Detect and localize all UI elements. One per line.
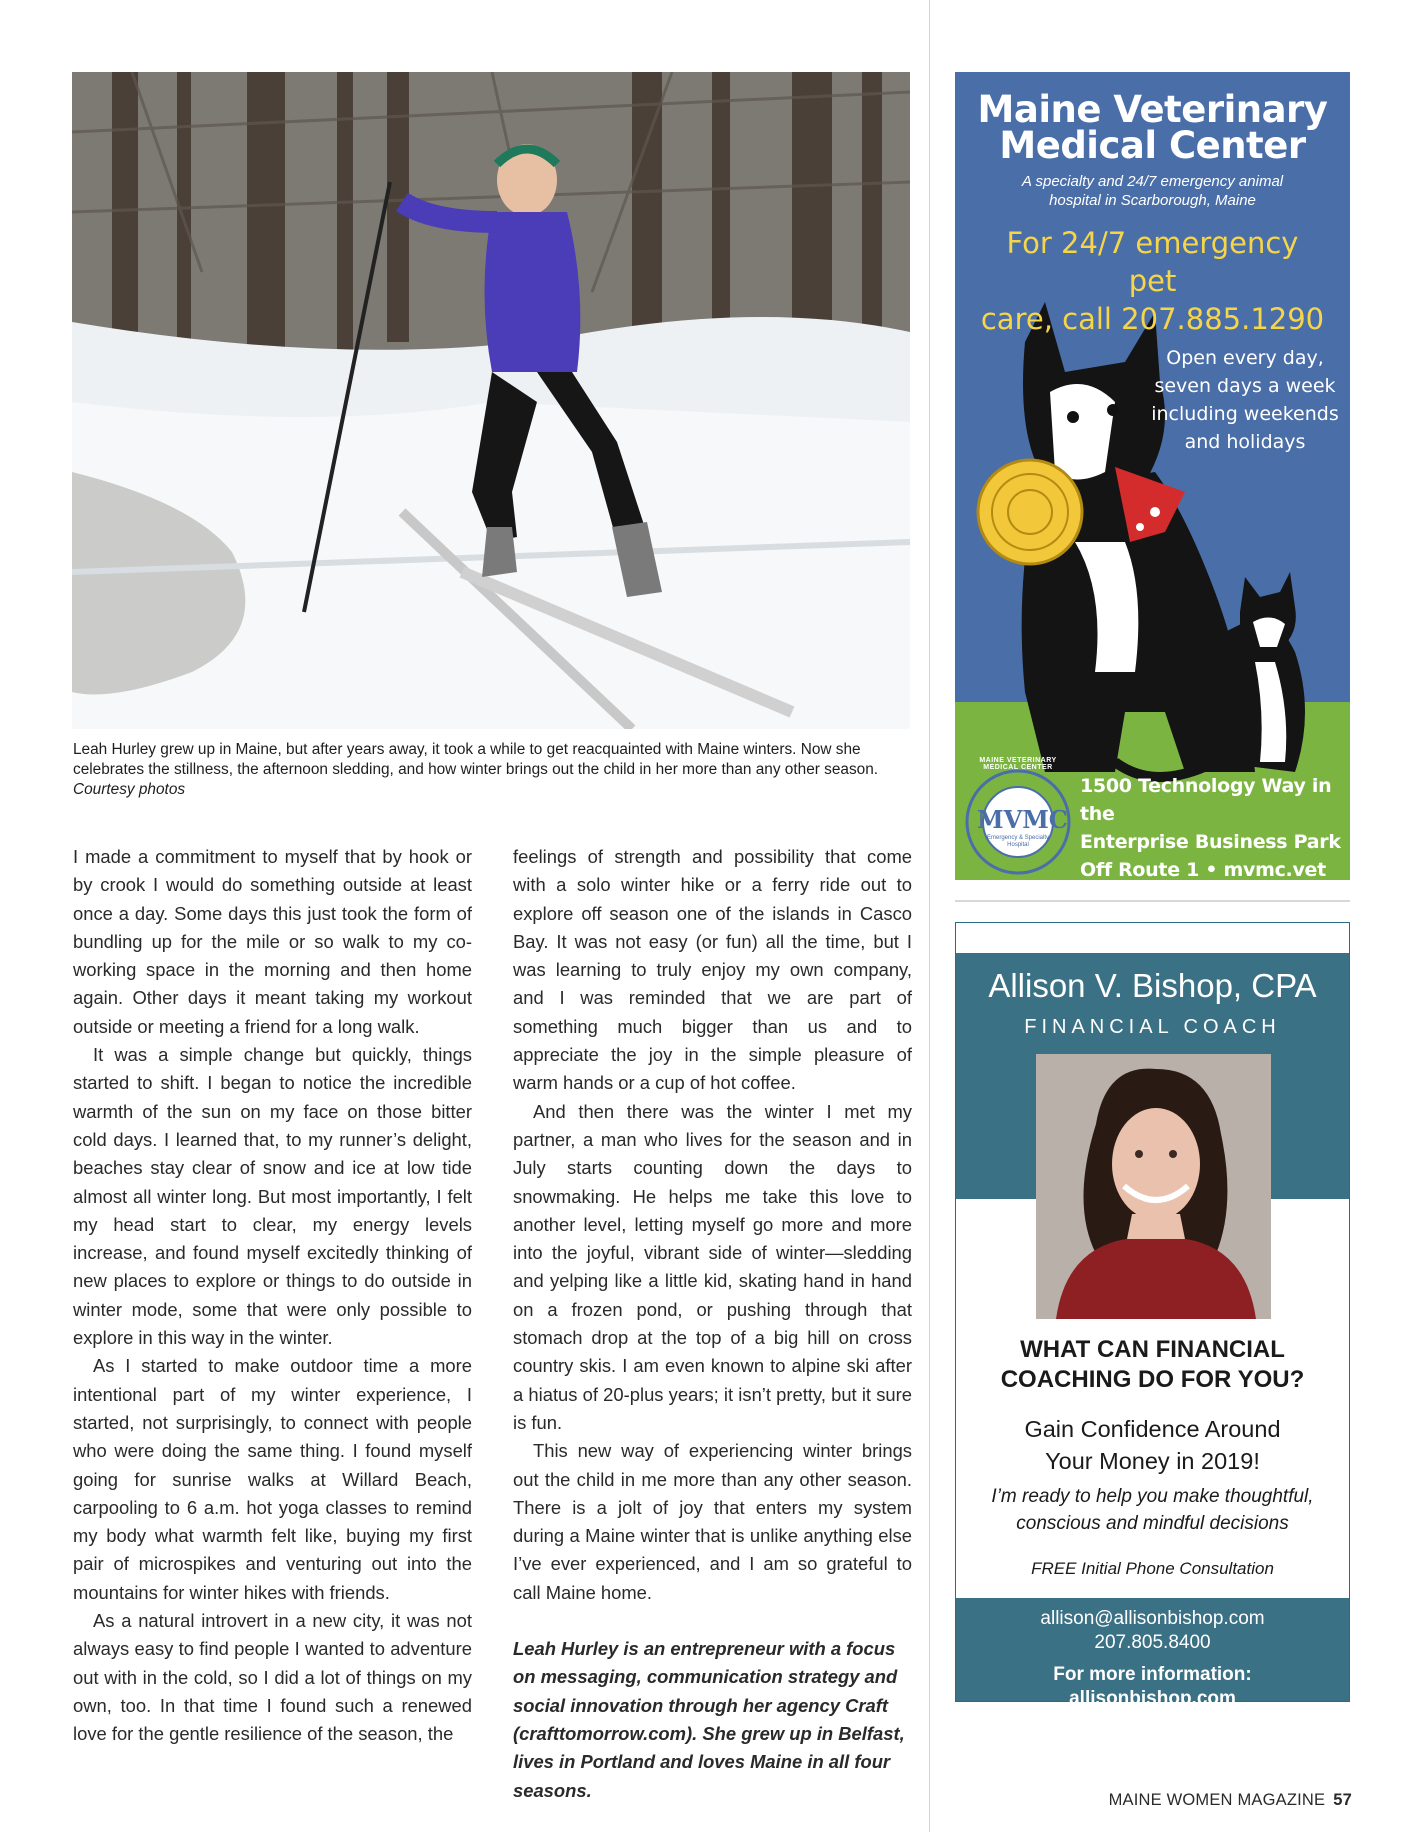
bishop-email-link[interactable]: allison@allisonbishop.com [1040, 1608, 1265, 1629]
mvmc-call-line: For 24/7 emergency pet [1006, 226, 1299, 298]
skier-photo-illustration [72, 72, 910, 729]
column-divider [929, 0, 930, 1832]
bishop-advertisement[interactable] [955, 922, 1350, 1709]
mvmc-hours-line: including weekends [1151, 403, 1339, 425]
article-paragraph: As a natural introvert in a new city, it was not always easy to find people I wanted to adventure out with in the cold, so I did a lot of things on my own, too. In that time I found such a renewed love for the gentle resilience of the season, the [73, 1610, 472, 1745]
mvmc-hours-line: and holidays [1184, 431, 1306, 453]
mvmc-hours [1150, 344, 1340, 456]
bishop-name: Allison V. Bishop, CPA [988, 967, 1317, 1004]
article-column-right [513, 843, 912, 1805]
page-number: 57 [1333, 1791, 1352, 1809]
bishop-ready-line: conscious and mindful decisions [1016, 1513, 1289, 1534]
mvmc-title-line: Medical Center [999, 124, 1306, 167]
mvmc-address-line: 1500 Technology Way in the [1080, 775, 1332, 825]
page-folio [1080, 1791, 1352, 1810]
bishop-question [956, 1335, 1349, 1395]
bishop-question-line: COACHING DO FOR YOU? [1000, 1366, 1305, 1393]
bishop-portrait [1036, 1054, 1271, 1319]
bishop-more-info: For more information: [1053, 1664, 1252, 1685]
bishop-ready-line: I’m ready to help you make thoughtful, [991, 1486, 1314, 1507]
mvmc-address-line: Enterprise Business Park [1080, 831, 1341, 853]
mvmc-title-line: Maine Veterinary [977, 88, 1328, 131]
article-paragraph: feelings of strength and possibility that come with a solo winter hike or a ferry ride out to explore off season one of the islands in Casco Bay. It was not easy (or fun) all the time, but I was learning to truly enjoy my own company, and I was reminded that we are part of something much bigger than us and to appreciate the joy in the simple pleasure of warm hands or a cup of hot coffee. [513, 846, 912, 1094]
mvmc-logo-small-text: Emergency & Specialty Hospital [986, 835, 1050, 848]
article-paragraph: This new way of experiencing winter brings out the child in me more than any other season. There is a jolt of joy that enters my system during a Maine winter that is unlike anything else I’ve ever experienced, and I am so grateful to call Maine home. [513, 1440, 912, 1603]
ad-divider [955, 900, 1350, 902]
mvmc-address-line[interactable]: Off Route 1 • mvmc.vet [1080, 859, 1326, 880]
article-column-left [73, 843, 472, 1749]
magazine-name: MAINE WOMEN MAGAZINE [1108, 1791, 1326, 1809]
mvmc-subtitle [995, 172, 1310, 210]
article-paragraph: And then there was the winter I met my partner, a man who lives for the season and in July starts counting down the days to snowmaking. He helps me take this love to another level, letting myself go more and more into the joyful, vibrant side of winter—sledding and yelping like a little kid, skating hand in hand on a frozen pond, or pushing through that stomach drop at the top of a big hill on cross country skis. I am even known to alpine ski after a hiatus of 20-plus years; it isn’t pretty, but it sure is fun. [513, 1100, 912, 1433]
mvmc-emergency-call [980, 224, 1325, 338]
article-paragraph: As I started to make outdoor time a more intentional part of my winter experience, I started, not surprisingly, to connect with people who were doing the same thing. I found myself going for sunrise walks at Willard Beach, carpooling to 6 a.m. hot yoga classes to remind my body what warmth felt like, buying my first pair of microspikes and venturing out into the mountains for winter hikes with friends. [73, 1355, 472, 1603]
mvmc-subtitle-line: hospital in Scarborough, Maine [1049, 192, 1256, 209]
mvmc-hours-line: Open every day, [1166, 347, 1324, 369]
bishop-gain-line: Your Money in 2019! [1045, 1448, 1260, 1474]
bishop-role: FINANCIAL COACH [1024, 1016, 1281, 1038]
author-bio: Leah Hurley is an entrepreneur with a focus on messaging, communication strategy and social innovation through her agency Craft (crafttomorrow.com). She grew up in Belfast, lives in Portland and loves Maine in all four seasons. [513, 1638, 905, 1801]
caption-credit: Courtesy photos [73, 781, 186, 798]
bishop-ready [956, 1483, 1349, 1537]
bishop-free-consultation: FREE Initial Phone Consultation [1031, 1559, 1274, 1578]
mvmc-advertisement[interactable] [955, 72, 1350, 880]
bishop-question-line: WHAT CAN FINANCIAL [1020, 1336, 1285, 1363]
mvmc-address [1080, 772, 1345, 880]
article-photo [72, 72, 910, 729]
mvmc-logo-text: MVMC [977, 805, 1068, 834]
caption-text: Leah Hurley grew up in Maine, but after years away, it took a while to get reacquainted with Maine winters. Now she celebrates the stillness, the afternoon sledding, and how winter brings out the child in her more than any other season. [73, 741, 879, 778]
article-paragraph: I made a commitment to myself that by hook or by crook I would do something outside at least once a day. Some days this just took the form of bundling up for the mile or so walk to my co-working space in the morning and then home again. Other days it meant taking my workout outside or meeting a friend for a long walk. [73, 846, 472, 1037]
mvmc-title [955, 88, 1350, 167]
portrait-illustration [1036, 1054, 1271, 1319]
mvmc-subtitle-line: A specialty and 24/7 emergency animal [1021, 173, 1284, 190]
article-paragraph: It was a simple change but quickly, things started to shift. I began to notice the incredible warmth of the sun on my face on those bitter cold days. I learned that, to my runner’s delight, beaches stay clear of snow and ice at low tide almost all winter long. But most importantly, I felt my head start to clear, my energy levels increase, and found myself excitedly thinking of new places to explore or things to do outside in winter mode, some that were only possible to explore in this way in the winter. [73, 1044, 472, 1349]
bishop-website-link[interactable]: allisonbishop.com [1069, 1688, 1236, 1709]
mvmc-hours-line: seven days a week [1154, 375, 1336, 397]
bishop-gain-line: Gain Confidence Around [1024, 1416, 1281, 1442]
mvmc-call-line[interactable]: care, call 207.885.1290 [980, 302, 1325, 336]
bishop-phone[interactable]: 207.805.8400 [1094, 1632, 1211, 1653]
bishop-gain [956, 1413, 1349, 1477]
photo-caption [73, 740, 909, 800]
mvmc-logo-ring-text: MAINE VETERINARY MEDICAL CENTER [979, 757, 1057, 771]
